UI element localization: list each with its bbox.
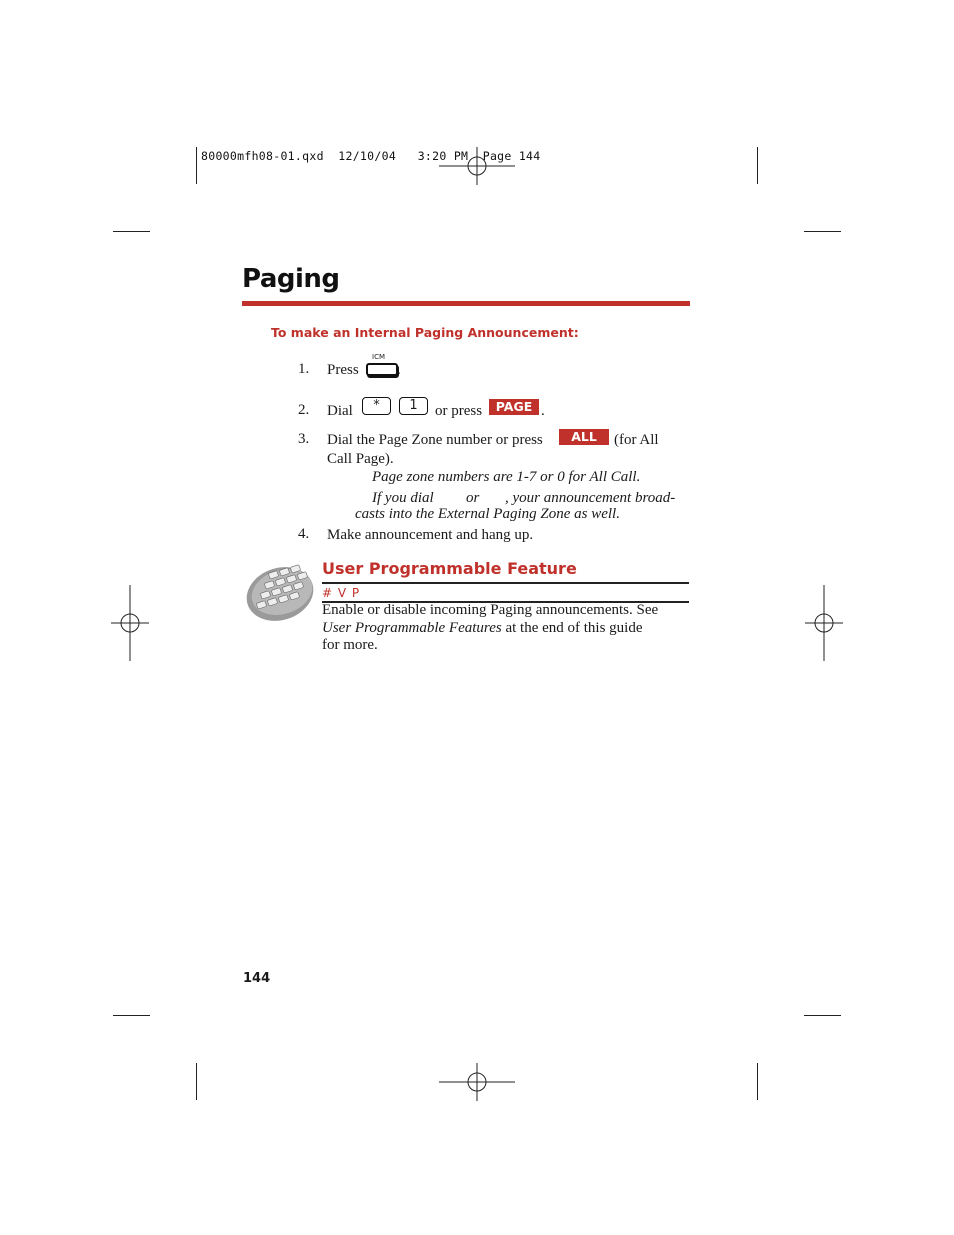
step-3-line2: Call Page).: [327, 451, 394, 467]
step-2-text: Dial: [327, 403, 353, 419]
title-rule: [242, 301, 690, 306]
step-number: 1.: [298, 361, 310, 377]
note-dial: If you dial: [372, 490, 434, 506]
crop-mark: [113, 1015, 150, 1016]
crop-mark: [196, 1063, 197, 1100]
note-zone-numbers: Page zone numbers are 1-7 or 0 for All Call.: [372, 469, 641, 485]
keypad-icon: [243, 562, 319, 624]
step-number: 4.: [298, 526, 310, 542]
crop-mark: [757, 1063, 758, 1100]
step-1-end: .: [397, 362, 401, 378]
step-4-text: Make announcement and hang up.: [327, 527, 534, 543]
upf-code: # V P: [322, 586, 361, 600]
registration-mark: [111, 585, 149, 661]
crop-mark: [196, 147, 197, 184]
step-number: 2.: [298, 402, 310, 418]
note-external-zone: casts into the External Paging Zone as well.: [355, 506, 620, 522]
upf-title: User Programmable Feature: [322, 559, 577, 578]
crop-mark: [757, 147, 758, 184]
step-3-text: Dial the Page Zone number or press: [327, 432, 543, 448]
icm-key-icon: [366, 363, 398, 376]
step-3-after: (for All: [614, 432, 659, 448]
section-subhead: To make an Internal Paging Announcement:: [271, 325, 579, 340]
page-number: 144: [243, 971, 271, 986]
registration-mark: [439, 1063, 515, 1101]
crop-mark: [804, 231, 841, 232]
step-number: 3.: [298, 431, 310, 447]
upf-line-3: for more.: [322, 637, 378, 653]
step-1-text: Press: [327, 362, 359, 378]
page-key-icon: PAGE: [489, 399, 539, 415]
step-2-end: .: [541, 403, 545, 419]
crop-mark: [804, 1015, 841, 1016]
upf-line-1: Enable or disable incoming Paging announcements. See: [322, 602, 659, 618]
star-key-icon: *: [362, 397, 391, 415]
one-key-icon: 1: [399, 397, 428, 415]
file-slug: 80000mfh08-01.qxd 12/10/04 3:20 PM Page 144: [201, 149, 541, 163]
step-2-mid: or press: [435, 403, 483, 419]
icm-key-label: ICM: [372, 353, 385, 361]
upf-line-2-rest: at the end of this guide: [501, 619, 643, 636]
upf-line-2: [322, 620, 692, 638]
all-key-icon: ALL: [559, 429, 609, 445]
upf-body: [322, 602, 692, 655]
note-or: or: [466, 490, 480, 506]
note-broadcast: , your announcement broad-: [505, 490, 676, 506]
upf-rule: [322, 582, 689, 584]
page-title: Paging: [242, 264, 340, 294]
registration-mark: [805, 585, 843, 661]
crop-mark: [113, 231, 150, 232]
upf-guide-ref: User Programmable Features: [322, 619, 502, 636]
